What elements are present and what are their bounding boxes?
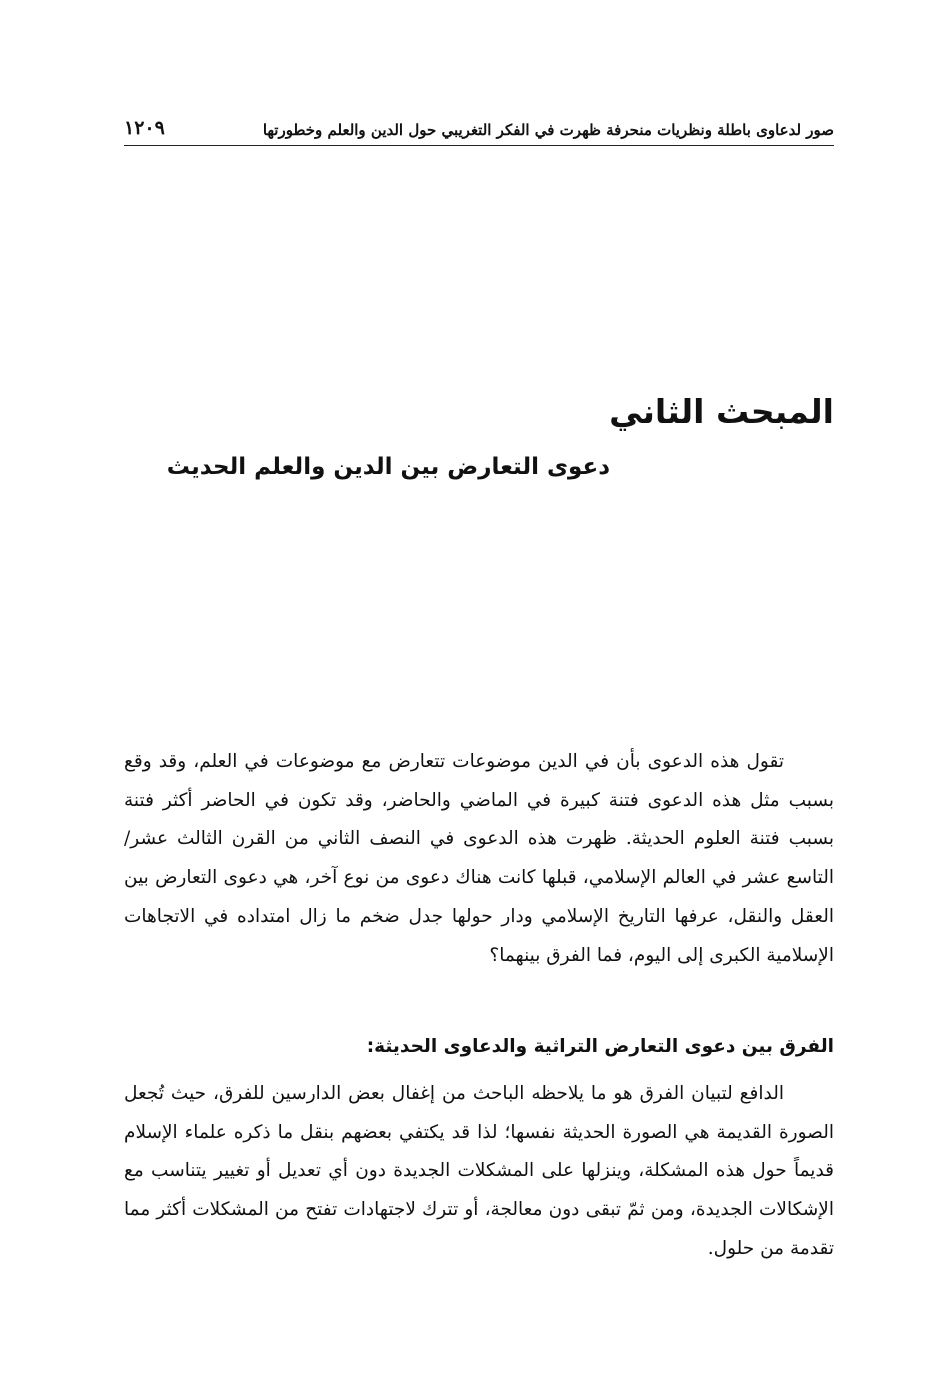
paragraph-difference: الدافع لتبيان الفرق هو ما يلاحظه الباحث من إغفال بعض الدارسين للفرق، حيث تُجعل الصورة القديمة هي الصورة الحديثة نفسها؛ لذا قد يكتفي بعضهم بنقل ما ذكره علماء الإسلام قديماً حول هذه المشكلة، وينزلها على المشكلات الجديدة دون أي تعديل أو تغيير يتناسب مع الإشكالات الجديدة، ومن ثمّ تبقى دون معالجة، أو تترك لاجتهادات تفتح من المشكلات أكثر مما تقدمة من حلول. bbox=[124, 1083, 834, 1259]
book-page bbox=[124, 0, 834, 1389]
paragraph-intro: تقول هذه الدعوى بأن في الدين موضوعات تتعارض مع موضوعات في العلم، وقد وقع بسبب مثل هذه الدعوى فتنة كبيرة في الماضي والحاضر، وقد تكون في الحاضر أكثر فتنة بسبب فتنة العلوم الحديثة. ظهرت هذه الدعوى في النصف الثاني من القرن الثالث عشر/التاسع عشر في العالم الإسلامي، قبلها كانت هناك دعوى من نوع آخر، هي دعوى التعارض بين العقل والنقل، عرفها التاريخ الإسلامي ودار حولها جدل ضخم ما زال امتداده في الاتجاهات الإسلامية الكبرى إلى اليوم، فما الفرق بينهما؟ bbox=[124, 751, 834, 966]
section-heading: المبحث الثاني bbox=[609, 392, 834, 431]
subheading: الفرق بين دعوى التعارض التراثية والدعاوى الحديثة: bbox=[366, 1036, 834, 1057]
page-number: ١٢٠٩ bbox=[124, 117, 165, 139]
section-title: دعوى التعارض بين الدين والعلم الحديث bbox=[166, 454, 610, 480]
running-header bbox=[124, 112, 834, 146]
running-title: صور لدعاوى باطلة ونظريات منحرفة ظهرت في الفكر التغريبي حول الدين والعلم وخطورتها bbox=[262, 121, 834, 139]
